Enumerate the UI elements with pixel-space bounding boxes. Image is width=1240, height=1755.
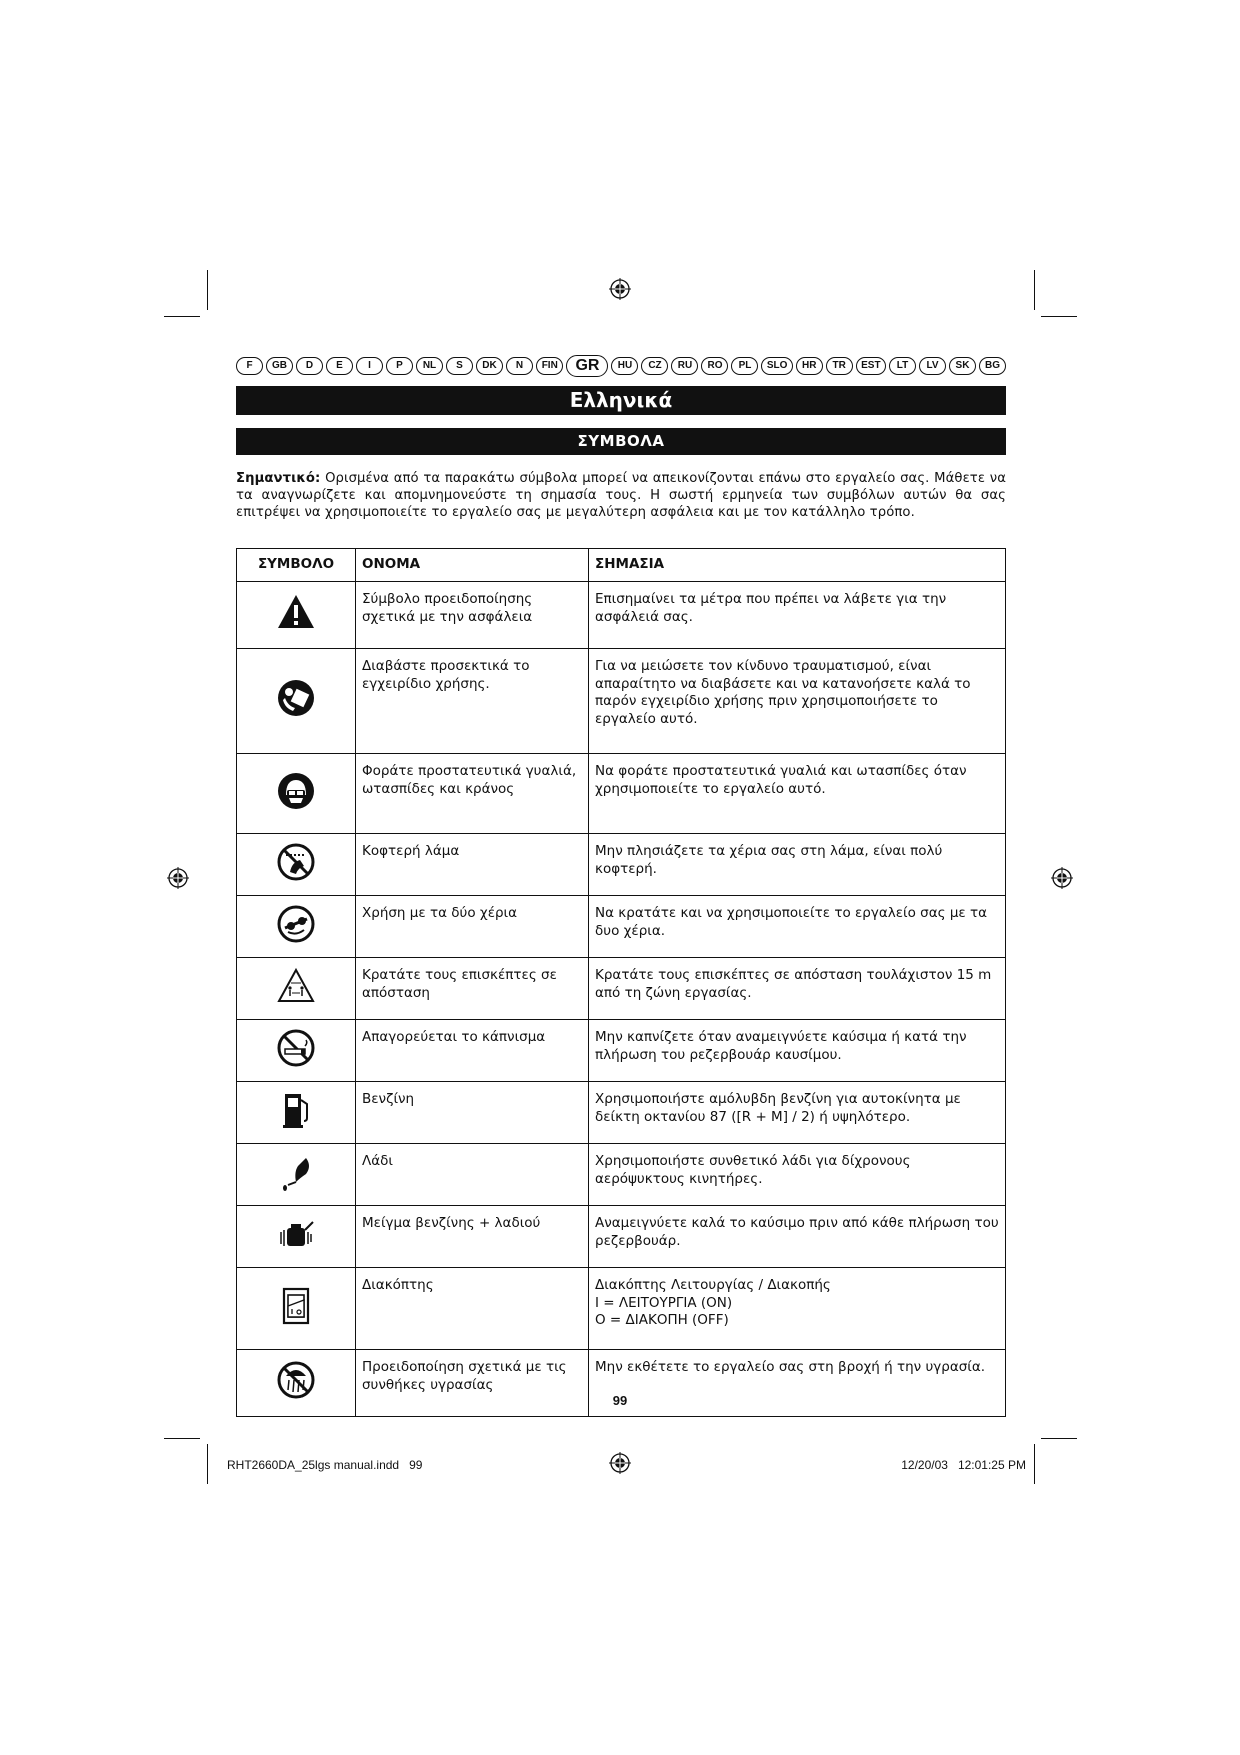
header-name: ΟΝΟΜΑ — [356, 549, 589, 582]
table-row — [237, 1206, 1006, 1268]
table-row — [237, 958, 1006, 1020]
language-title: Ελληνικά — [236, 386, 1006, 415]
symbol-cell — [237, 754, 356, 834]
symbol-meaning: Χρησιμοποιήστε συνθετικό λάδι για δίχρονους αερόψυκτους κινητήρες. — [589, 1144, 1006, 1206]
safety-alert-icon — [276, 592, 316, 632]
language-tab-d[interactable]: D — [296, 357, 323, 375]
crop-mark — [164, 1438, 200, 1439]
symbol-name: Λάδι — [356, 1144, 589, 1206]
symbol-name: Διαβάστε προσεκτικά το εγχειρίδιο χρήσης. — [356, 649, 589, 754]
language-tab-est[interactable]: EST — [856, 357, 886, 375]
symbol-meaning: Για να μειώσετε τον κίνδυνο τραυματισμού, είναι απαραίτητο να διαβάσετε και να κατανοήσετε καλά το παρόν εγχειρίδιο χρήσης πριν χρησιμοποιήσετε το εργαλείο αυτό. — [589, 649, 1006, 754]
registration-mark-icon — [609, 278, 631, 300]
symbol-meaning: Κρατάτε τους επισκέπτες σε απόσταση τουλάχιστον 15 m από τη ζώνη εργασίας. — [589, 958, 1006, 1020]
symbol-meaning: Μην εκθέτετε το εργαλείο σας στη βροχή ή την υγρασία. — [589, 1350, 1006, 1417]
language-tab-hu[interactable]: HU — [611, 357, 638, 375]
intro-text: Ορισμένα από τα παρακάτω σύμβολα μπορεί να απεικονίζονται επάνω στο εργαλείο σας. Μάθετε να τα αναγνωρίζετε και απομνημονεύστε τη σημασία τους. Η σωστή ερμηνεία των συμβόλων αυτών θα σας επιτρέψει να χρησιμοποιείτε το εργαλείο σας με μεγαλύτερη ασφάλεια και με τον κατάλληλο τρόπο. — [236, 471, 1006, 521]
intro-label: Σημαντικό: — [236, 471, 321, 486]
switch-icon — [276, 1286, 316, 1326]
table-row — [237, 649, 1006, 754]
table-header-row — [237, 549, 1006, 582]
read-manual-icon — [276, 678, 316, 718]
symbol-cell — [237, 1206, 356, 1268]
crop-mark — [1041, 316, 1077, 317]
table-row — [237, 1020, 1006, 1082]
symbol-meaning: Να κρατάτε και να χρησιμοποιείτε το εργαλείο σας με τα δυο χέρια. — [589, 896, 1006, 958]
language-tab-dk[interactable]: DK — [476, 357, 503, 375]
intro-paragraph — [236, 470, 1006, 522]
language-tab-pl[interactable]: PL — [731, 357, 758, 375]
symbol-name: Βενζίνη — [356, 1082, 589, 1144]
symbol-cell — [237, 1020, 356, 1082]
registration-mark-icon — [167, 867, 189, 889]
header-symbol: ΣΥΜΒΟΛΟ — [237, 549, 356, 582]
crop-mark — [164, 316, 200, 317]
language-tab-e[interactable]: E — [326, 357, 353, 375]
symbol-cell — [237, 896, 356, 958]
language-tab-sk[interactable]: SK — [949, 357, 976, 375]
symbol-name: Σύμβολο προειδοποίησης σχετικά με την ασφάλεια — [356, 582, 589, 649]
symbol-name: Κρατάτε τους επισκέπτες σε απόσταση — [356, 958, 589, 1020]
table-row — [237, 582, 1006, 649]
symbol-meaning: Επισημαίνει τα μέτρα που πρέπει να λάβετε για την ασφάλειά σας. — [589, 582, 1006, 649]
symbol-cell — [237, 649, 356, 754]
crop-mark — [1034, 270, 1035, 310]
language-tab-gb[interactable]: GB — [266, 357, 293, 375]
language-tab-slo[interactable]: SLO — [761, 357, 792, 375]
table-row — [237, 834, 1006, 896]
no-smoking-icon — [276, 1028, 316, 1068]
sharp-blade-icon — [276, 842, 316, 882]
table-row — [237, 896, 1006, 958]
language-tab-bg[interactable]: BG — [979, 357, 1006, 375]
language-tab-ru[interactable]: RU — [671, 357, 698, 375]
table-row — [237, 754, 1006, 834]
symbol-cell — [237, 1144, 356, 1206]
crop-mark — [1034, 1444, 1035, 1484]
symbol-name: Μείγμα βενζίνης + λαδιού — [356, 1206, 589, 1268]
language-tab-f[interactable]: F — [236, 357, 263, 375]
language-tab-p[interactable]: P — [386, 357, 413, 375]
symbol-meaning: Να φοράτε προστατευτικά γυαλιά και ωτασπίδες όταν χρησιμοποιείτε το εργαλείο αυτό. — [589, 754, 1006, 834]
symbol-name: Διακόπτης — [356, 1268, 589, 1350]
language-tab-lv[interactable]: LV — [919, 357, 946, 375]
fuel-pump-icon — [276, 1090, 316, 1130]
symbol-meaning: Αναμειγνύετε καλά το καύσιμο πριν από κάθε πλήρωση του ρεζερβουάρ. — [589, 1206, 1006, 1268]
language-tab-n[interactable]: N — [506, 357, 533, 375]
language-tab-tr[interactable]: TR — [826, 357, 853, 375]
language-tab-lt[interactable]: LT — [889, 357, 916, 375]
symbol-cell — [237, 958, 356, 1020]
symbol-name: Χρήση με τα δύο χέρια — [356, 896, 589, 958]
symbol-cell — [237, 1268, 356, 1350]
header-meaning: ΣΗΜΑΣΙΑ — [589, 549, 1006, 582]
symbol-name: Φοράτε προστατευτικά γυαλιά, ωτασπίδες και κράνος — [356, 754, 589, 834]
table-row — [237, 1268, 1006, 1350]
language-tab-cz[interactable]: CZ — [641, 357, 668, 375]
symbol-meaning: Χρησιμοποιήστε αμόλυβδη βενζίνη για αυτοκίνητα με δείκτη οκτανίου 87 ([R + M] / 2) ή υψηλότερο. — [589, 1082, 1006, 1144]
oil-can-icon — [276, 1152, 316, 1192]
symbol-name: Προειδοποίηση σχετικά με τις συνθήκες υγρασίας — [356, 1350, 589, 1417]
language-tab-s[interactable]: S — [446, 357, 473, 375]
symbols-table — [236, 548, 1006, 1417]
symbol-meaning: Μην καπνίζετε όταν αναμειγνύετε καύσιμα ή κατά την πλήρωση του ρεζερβουάρ καυσίμου. — [589, 1020, 1006, 1082]
language-tab-nl[interactable]: NL — [416, 357, 443, 375]
fuel-mix-icon — [276, 1214, 316, 1254]
section-title: ΣΥΜΒΟΛΑ — [236, 428, 1006, 455]
language-selector — [236, 356, 1006, 376]
symbol-meaning: Διακόπτης Λειτουργίας / Διακοπής I = ΛΕΙΤΟΥΡΓΙΑ (ON) O = ΔΙΑΚΟΠΗ (OFF) — [589, 1268, 1006, 1350]
symbol-cell — [237, 834, 356, 896]
symbol-name: Κοφτερή λάμα — [356, 834, 589, 896]
language-tab-fin[interactable]: FIN — [536, 357, 563, 375]
table-row — [237, 1144, 1006, 1206]
keep-distance-icon — [276, 966, 316, 1006]
language-tab-gr[interactable]: GR — [566, 355, 608, 377]
language-tab-hr[interactable]: HR — [796, 357, 823, 375]
crop-mark — [207, 270, 208, 310]
footer-timestamp: 12/20/03 12:01:25 PM — [901, 1458, 1026, 1472]
symbol-cell — [237, 582, 356, 649]
crop-mark — [1041, 1438, 1077, 1439]
registration-mark-icon — [609, 1452, 631, 1474]
registration-mark-icon — [1051, 867, 1073, 889]
crop-mark — [207, 1444, 208, 1484]
language-tab-ro[interactable]: RO — [701, 357, 728, 375]
language-tab-i[interactable]: I — [356, 357, 383, 375]
symbol-meaning: Μην πλησιάζετε τα χέρια σας στη λάμα, είναι πολύ κοφτερή. — [589, 834, 1006, 896]
protective-gear-icon — [276, 771, 316, 811]
table-row — [237, 1082, 1006, 1144]
symbol-name: Απαγορεύεται το κάπνισμα — [356, 1020, 589, 1082]
page-number: 99 — [612, 1393, 628, 1408]
two-hands-icon — [276, 904, 316, 944]
symbol-cell — [237, 1082, 356, 1144]
footer-filename: RHT2660DA_25lgs manual.indd 99 — [227, 1458, 423, 1472]
